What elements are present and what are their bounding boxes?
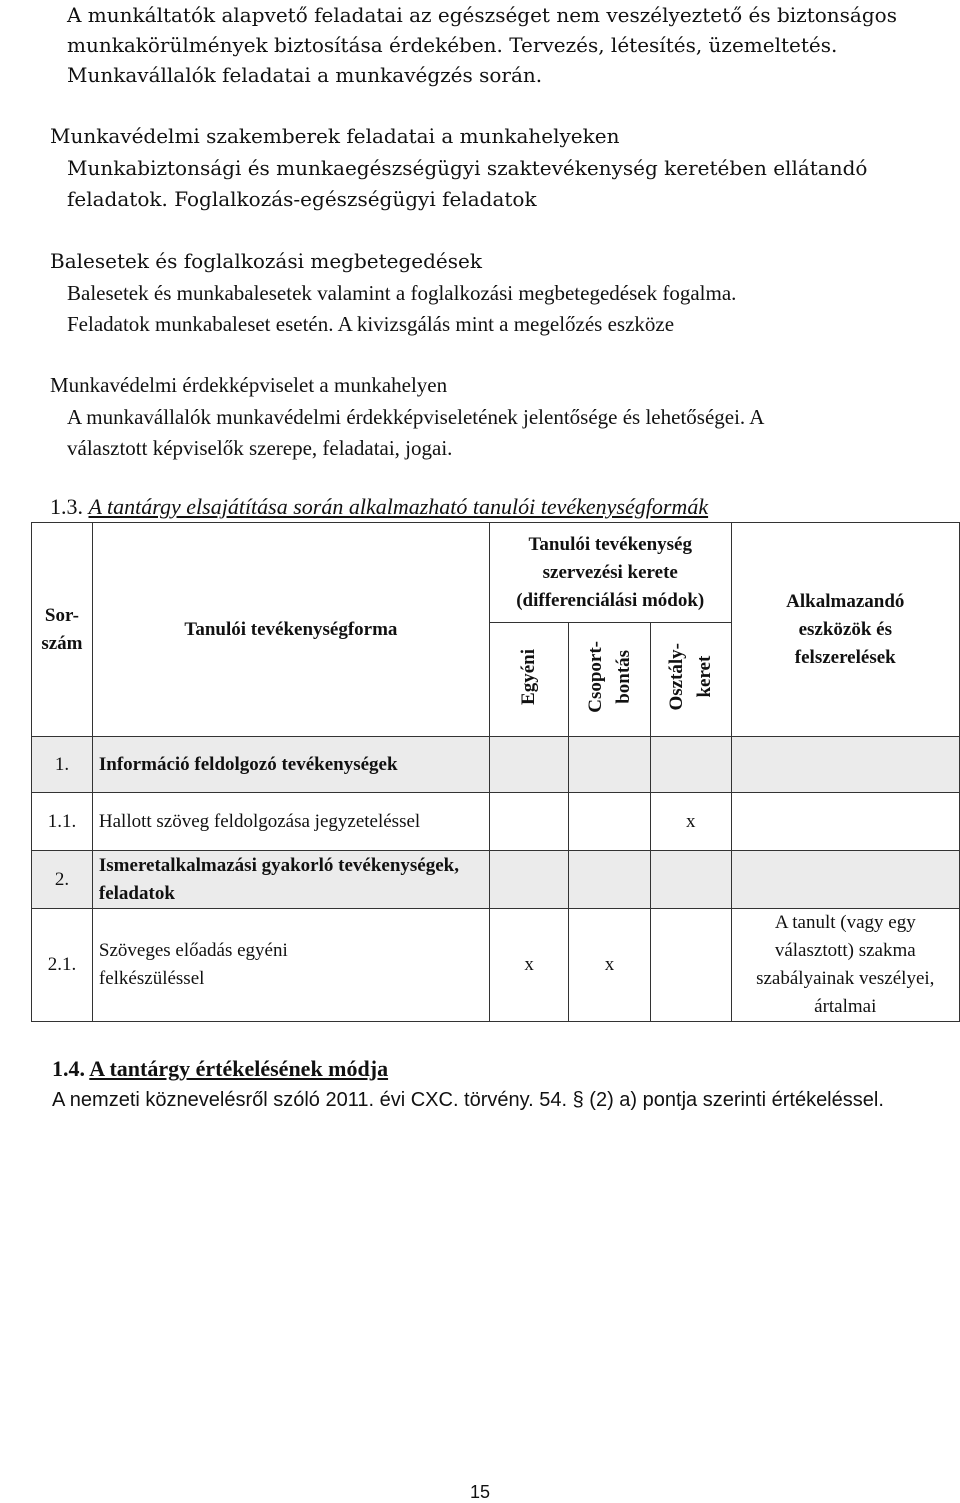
row-osztaly — [650, 851, 731, 909]
row-number: 1. — [32, 737, 93, 793]
row-osztaly — [650, 737, 731, 793]
table-row — [32, 737, 960, 793]
section-body-line: Munkabiztonsági és munkaegészségügyi szaktevékenység keretében ellátandó — [67, 156, 868, 180]
row-osztaly: x — [650, 793, 731, 851]
table-row — [32, 793, 960, 851]
heading-number: 1.4. — [52, 1056, 85, 1081]
table-row — [32, 909, 960, 1022]
section-body-line: Balesetek és munkabalesetek valamint a foglalkozási megbetegedések fogalma. — [67, 281, 737, 305]
row-label: Ismeretalkalmazási gyakorló tevékenységek, feladatok — [92, 851, 489, 909]
section-title-erdekkepviselet: Munkavédelmi érdekképviselet a munkahelyen — [50, 373, 448, 397]
page-number: 15 — [469, 1482, 491, 1502]
row-egyeni — [489, 851, 568, 909]
section-body-line: Feladatok munkabaleset esetén. A kivizsgálás mint a megelőzés eszköze — [67, 312, 675, 336]
section-body-line: A munkavállalók munkavédelmi érdekképviseletének jelentősége és lehetőségei. A — [67, 405, 765, 429]
paragraph-1-4: A nemzeti köznevelésről szóló 2011. évi CXC. törvény. 54. § (2) a) pontja szerinti értékeléssel. — [52, 1089, 884, 1111]
top-line-1: A munkáltatók alapvető feladatai az egészséget nem veszélyeztető és biztonságos — [67, 3, 897, 27]
row-egyeni: x — [489, 909, 568, 1022]
header-csoport: Csoport- bontás — [569, 623, 651, 737]
row-csoport — [569, 851, 651, 909]
row-eszkozok: A tanult (vagy egy választott) szakma szabályainak veszélyei, ártalmai — [731, 909, 959, 1022]
row-egyeni — [489, 793, 568, 851]
row-number: 1.1. — [32, 793, 93, 851]
header-sorszam: Sor- szám — [32, 523, 93, 737]
row-label: Szöveges előadás egyéni felkészüléssel — [92, 909, 489, 1022]
row-eszkozok — [731, 793, 959, 851]
row-label: Információ feldolgozó tevékenységek — [92, 737, 489, 793]
header-forma: Tanulói tevékenységforma — [92, 523, 489, 737]
heading-1-3 — [50, 494, 708, 520]
table-row — [32, 851, 960, 909]
row-eszkozok — [731, 737, 959, 793]
heading-1-4 — [52, 1056, 388, 1082]
header-eszkozok: Alkalmazandó eszközök és felszerelések — [731, 523, 959, 737]
row-number: 2. — [32, 851, 93, 909]
row-number: 2.1. — [32, 909, 93, 1022]
activity-table — [31, 522, 960, 1022]
header-osztaly: Osztály- keret — [650, 623, 731, 737]
header-keret: Tanulói tevékenység szervezési kerete (differenciálási módok) — [489, 523, 731, 623]
row-eszkozok — [731, 851, 959, 909]
row-csoport — [569, 737, 651, 793]
heading-title: A tantárgy értékelésének módja — [89, 1056, 389, 1081]
top-line-2: munkakörülmények biztosítása érdekében. Tervezés, létesítés, üzemeltetés. — [67, 33, 838, 57]
row-egyeni — [489, 737, 568, 793]
section-title-szakemberek: Munkavédelmi szakemberek feladatai a munkahelyeken — [50, 124, 620, 148]
row-label: Hallott szöveg feldolgozása jegyzeteléssel — [92, 793, 489, 851]
header-egyeni: Egyéni — [489, 623, 568, 737]
heading-number: 1.3. — [50, 494, 83, 519]
section-body-line: feladatok. Foglalkozás-egészségügyi feladatok — [67, 187, 537, 211]
heading-title: A tantárgy elsajátítása során alkalmazható tanulói tevékenységformák — [88, 494, 709, 519]
section-title-balesetek: Balesetek és foglalkozási megbetegedések — [50, 249, 482, 273]
top-line-3: Munkavállalók feladatai a munkavégzés során. — [67, 63, 543, 87]
row-csoport: x — [569, 909, 651, 1022]
row-osztaly — [650, 909, 731, 1022]
section-body-line: választott képviselők szerepe, feladatai, jogai. — [67, 436, 453, 460]
row-csoport — [569, 793, 651, 851]
